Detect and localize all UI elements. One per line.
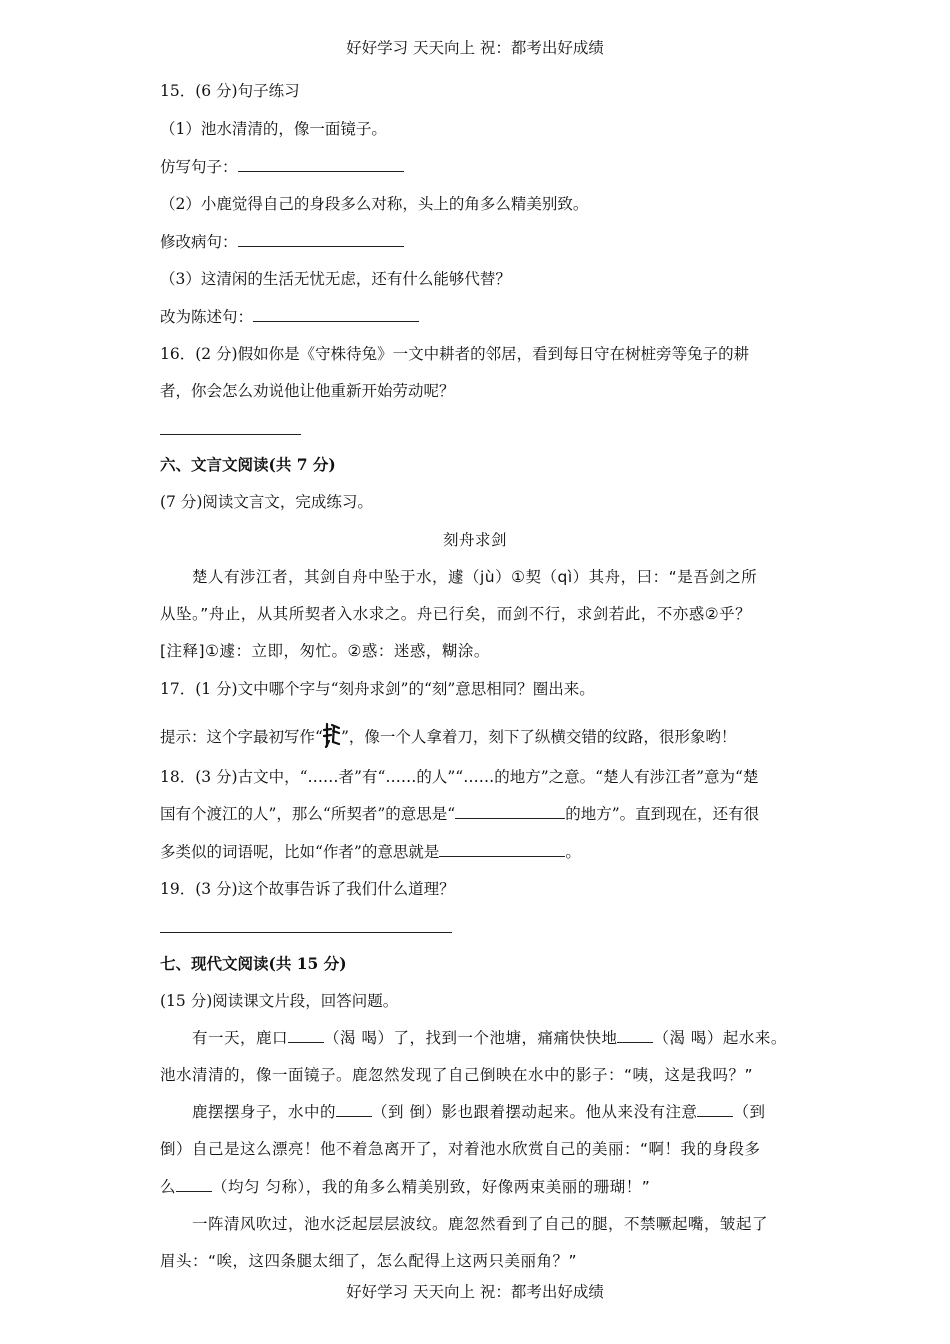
reading-p2-text-d: 么 — [160, 1178, 177, 1196]
q18-line-2 — [160, 804, 759, 824]
q15-prompt-2: 修改病句： — [160, 233, 238, 251]
q18-answer-blank-1[interactable] — [455, 804, 565, 819]
q15-title: 15．(6 分)句子练习 — [160, 82, 300, 100]
reading-blank-5[interactable] — [176, 1177, 212, 1192]
q18-line-3-b: 。 — [565, 843, 581, 861]
q17-title: 17．(1 分)文中哪个字与“刻舟求剑”的“刻”意思相同？圈出来。 — [160, 680, 595, 698]
reading-p1-line-2: 池水清清的，像一面镜子。鹿忽然发现了自己倒映在水中的影子：“咦，这是我吗？” — [160, 1066, 754, 1084]
q16-line-2: 者，你会怎么劝说他让他重新开始劳动呢？ — [160, 382, 455, 400]
reading-p2-line-2: 倒）自己是这么漂亮！他不着急离开了，对着池水欣赏自己的美丽：“啊！我的身段多 — [160, 1140, 761, 1158]
section-6-heading: 六、文言文阅读(共 7 分) — [160, 455, 336, 474]
q15-answer-blank-2[interactable] — [238, 232, 404, 247]
section-6-intro: (7 分)阅读文言文，完成练习。 — [160, 493, 373, 511]
q18-line-2-a: 国有个渡江的人”，那么“所契者”的意思是“ — [160, 805, 456, 823]
reading-p2-text-e: （均匀 匀称），我的角多么精美别致，好像两束美丽的珊瑚！” — [212, 1178, 651, 1196]
reading-p1-line-1 — [192, 1028, 787, 1048]
section-7-heading: 七、现代文阅读(共 15 分) — [160, 954, 347, 973]
q15-answer-row-1 — [160, 157, 404, 177]
q16-answer-line[interactable] — [160, 434, 301, 435]
q17-hint-after: ”，像一个人拿着刀，刻下了纵横交错的纹路，很形象哟！ — [340, 728, 737, 746]
q15-answer-row-3 — [160, 307, 419, 327]
reading-p2-line-1 — [192, 1102, 765, 1122]
reading-blank-4[interactable] — [697, 1102, 733, 1117]
q18-answer-blank-2[interactable] — [439, 842, 565, 857]
q19-answer-line[interactable] — [160, 932, 452, 933]
q17-hint — [160, 722, 736, 748]
page-header: 好好学习 天天向上 祝：都考出好成绩 — [346, 39, 604, 57]
q15-sentence-1: （1）池水清清的，像一面镜子。 — [160, 120, 387, 138]
q15-answer-blank-3[interactable] — [253, 307, 419, 322]
reading-p2-text-a: 鹿摆摆身子，水中的 — [192, 1103, 337, 1121]
reading-p2-text-c: （到 — [733, 1103, 766, 1121]
q15-prompt-1: 仿写句子： — [160, 158, 238, 176]
reading-p3-line-2: 眉头：“唉，这四条腿太细了，怎么配得上这两只美丽角？” — [160, 1252, 578, 1270]
q15-answer-blank-1[interactable] — [238, 157, 404, 172]
reading-p3-line-1: 一阵清风吹过，池水泛起层层波纹。鹿忽然看到了自己的腿，不禁噘起嘴，皱起了 — [192, 1215, 769, 1233]
q18-line-3-a: 多类似的词语呢，比如“作者”的意思就是 — [160, 843, 440, 861]
passage-line-1: 楚人有涉江者，其剑自舟中坠于水，遽（jù）①契（qì）其舟，曰：“是吾剑之所 — [192, 568, 758, 586]
reading-p2-text-b: （到 倒）影也跟着摆动起来。他从来没有注意 — [372, 1103, 698, 1121]
q18-line-2-b: 的地方”。直到现在，还有很 — [565, 805, 760, 823]
q15-prompt-3: 改为陈述句： — [160, 308, 254, 326]
reading-p1-text-a: 有一天，鹿口 — [192, 1029, 289, 1047]
ancient-character-glyph-icon — [323, 722, 341, 748]
q17-hint-before: 提示：这个字最初写作“ — [160, 728, 323, 746]
reading-p1-text-c: （渴 喝）起水来。 — [653, 1029, 787, 1047]
reading-blank-3[interactable] — [336, 1102, 372, 1117]
q15-answer-row-2 — [160, 232, 404, 252]
page-footer: 好好学习 天天向上 祝：都考出好成绩 — [346, 1283, 604, 1301]
passage-notes: [注释]①遽：立即，匆忙。②惑：迷惑，糊涂。 — [160, 642, 490, 660]
reading-blank-2[interactable] — [617, 1028, 653, 1043]
passage-line-2: 从坠。”舟止，从其所契者入水求之。舟已行矣，而剑不行，求剑若此，不亦惑②乎？ — [160, 605, 752, 623]
q15-sentence-3: （3）这清闲的生活无忧无虑，还有什么能够代替？ — [160, 270, 511, 288]
q16-line-1: 16．(2 分)假如你是《守株待兔》一文中耕者的邻居，看到每日守在树桩旁等兔子的耕 — [160, 345, 750, 363]
q18-line-3 — [160, 842, 581, 862]
passage-title: 刻舟求剑 — [442, 531, 507, 549]
reading-p1-text-b: （渴 喝）了，找到一个池塘，痛痛快快地 — [324, 1029, 618, 1047]
reading-p2-line-3 — [160, 1177, 650, 1197]
reading-blank-1[interactable] — [288, 1028, 324, 1043]
q19-title: 19．(3 分)这个故事告诉了我们什么道理？ — [160, 880, 455, 898]
q18-line-1: 18．(3 分)古文中，“……者”有“……的人”“……的地方”之意。“楚人有涉江者”意为“楚 — [160, 768, 759, 786]
section-7-intro: (15 分)阅读课文片段，回答问题。 — [160, 992, 399, 1010]
q15-sentence-2: （2）小鹿觉得自己的身段多么对称，头上的角多么精美别致。 — [160, 195, 589, 213]
